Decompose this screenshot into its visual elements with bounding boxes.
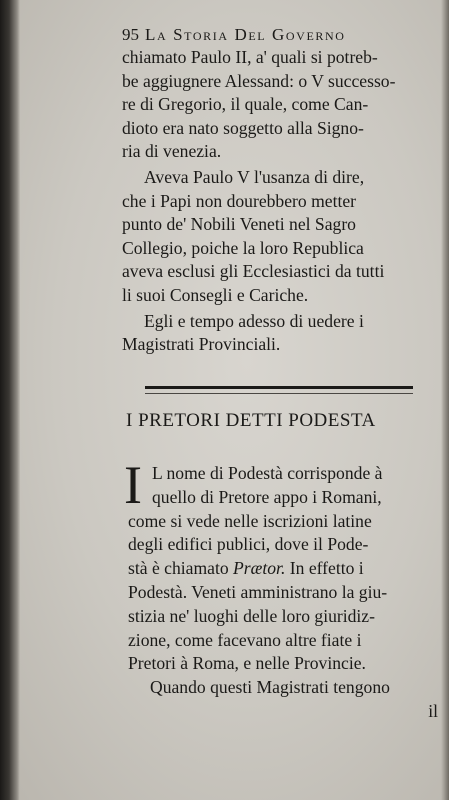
section-title: I PRETORI DETTI PODESTA [126,410,376,431]
text-line: ria di venezia. [122,141,222,162]
paragraph-3 [122,310,440,357]
drop-cap: I [124,455,142,515]
italic-term: Prætor. [233,558,286,579]
text-line: Egli e tempo adesso di uedere i [144,310,364,331]
text-segment: stà è chiamato [128,558,229,579]
running-title: La Storia Del Governo [145,25,346,44]
text-line: Aveva Paulo V l'usanza di dire, [144,166,365,187]
text-line: come si vede nelle iscrizioni latine [128,510,372,531]
text-line: punto de' Nobili Veneti nel Sagro [122,214,356,235]
paragraph-1 [122,46,440,164]
page-number: 95 [122,25,139,44]
text-line: degli edifici publici, dove il Pode- [128,534,369,555]
text-line: Pretori à Roma, e nelle Provincie. [128,653,366,674]
text-line: zione, come facevano altre fiate i [128,629,362,650]
section-divider-thick [145,386,413,389]
text-line: Quando questi Magistrati tengono [150,677,390,698]
page-edge-shadow [441,0,449,800]
text-line: dioto era nato soggetto alla Signo- [122,117,364,138]
text-line: re di Gregorio, il quale, come Can- [122,94,369,115]
text-line: L nome di Podestà corrisponde à [152,463,383,483]
text-line: che i Papi non dourebbero metter [122,190,357,211]
text-line: Collegio, poiche la loro Republica [122,237,364,258]
text-line: Podestà. Veneti amministrano la giu- [128,581,388,602]
upper-text-block [122,24,440,357]
running-header [122,24,440,46]
text-line: chiamato Paulo II, a' quali si potreb- [122,47,378,67]
binding-gutter [0,0,20,800]
text-line: stizia ne' luoghi delle loro giuridiz- [128,605,375,626]
text-line: aveva esclusi gli Ecclesiastici da tutti [122,261,385,282]
text-line: Magistrati Provinciali. [122,334,281,355]
text-line: li suoi Consegli e Cariche. [122,284,309,305]
text-line [128,557,442,581]
text-line: quello di Pretore appo i Romani, [152,486,382,507]
paragraph-2 [122,166,440,308]
text-line: be aggiugnere Alessand: o V successo- [122,70,396,91]
section-divider-thin [145,393,413,394]
text-segment: In effetto i [289,558,364,579]
catchword: il [428,700,438,721]
section-body [124,455,442,724]
